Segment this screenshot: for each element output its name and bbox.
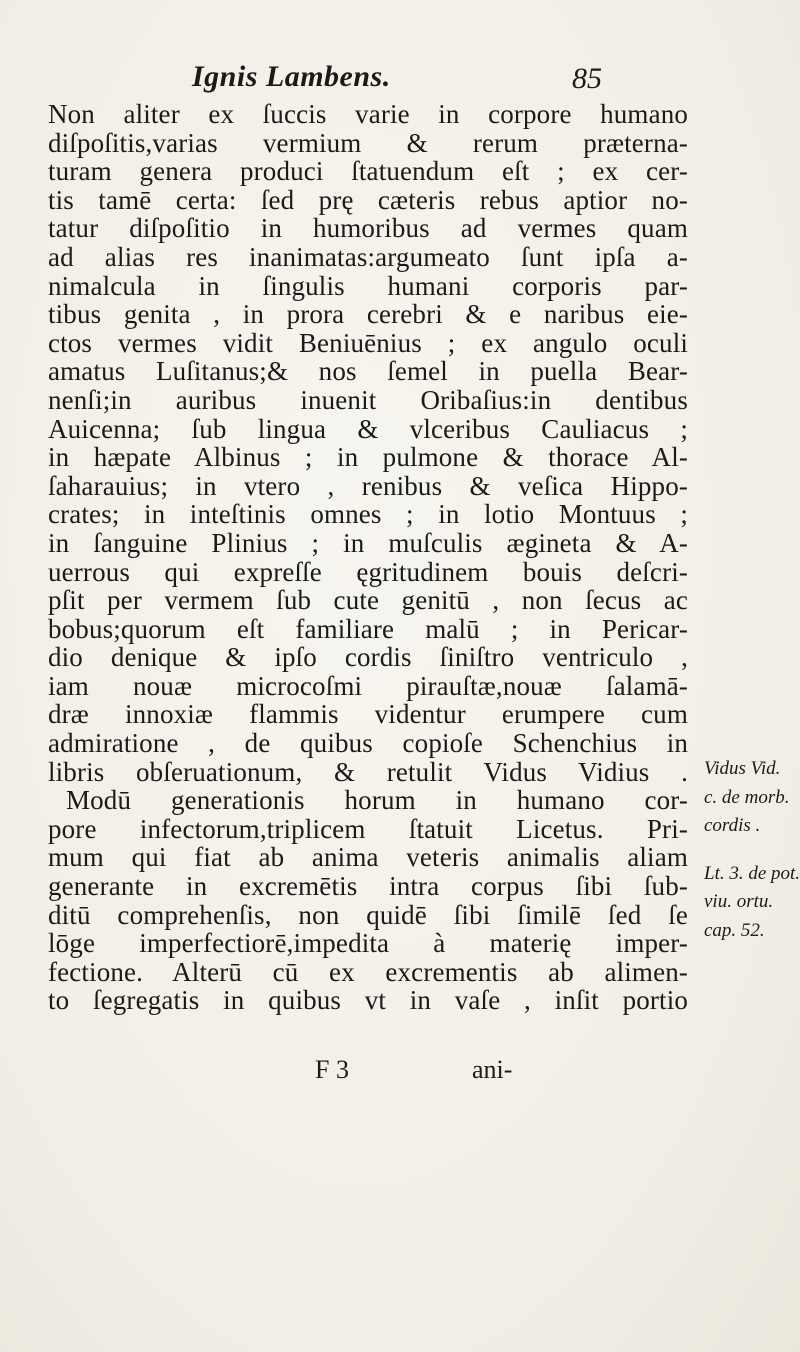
text-line: diſpoſitis,varias vermium & rerum præterna- bbox=[48, 127, 688, 158]
margin-notes bbox=[704, 755, 800, 946]
margin-note-line: viu. ortu. bbox=[704, 891, 774, 913]
text-line: nimalcula in ſingulis humani corporis par- bbox=[48, 270, 688, 301]
text-line: dio denique & ipſo cordis ſiniſtro ventriculo , bbox=[48, 642, 688, 673]
text-line: tatur diſpoſitio in humoribus ad vermes quam bbox=[48, 213, 688, 244]
text-line: iam nouæ microcoſmi pirauſtæ,nouæ ſalamā- bbox=[48, 670, 688, 701]
text-line: pore infectorum,triplicem ſtatuit Licetus. Pri- bbox=[48, 813, 688, 844]
text-line: admiratione , de quibus copioſe Schenchius in bbox=[48, 728, 688, 759]
paragraph-start-line: Modū generationis horum in humano cor- bbox=[66, 785, 688, 816]
running-title: Ignis Lambens. bbox=[192, 60, 391, 93]
text-line: ctos vermes vidit Beniuēnius ; ex angulo oculi bbox=[48, 327, 688, 358]
catchword: ani- bbox=[472, 1055, 513, 1084]
text-line: bobus;quorum eſt familiare malū ; in Pericar- bbox=[48, 613, 688, 644]
margin-note-line: Lt. 3. de pot. bbox=[704, 862, 800, 884]
body-text bbox=[48, 100, 688, 1015]
text-line: crates; in inteſtinis omnes ; in lotio Montuus ; bbox=[48, 499, 688, 530]
text-line: turam genera produci ſtatuendum eſt ; ex cer- bbox=[48, 156, 688, 187]
margin-note-line: cap. 52. bbox=[704, 919, 765, 941]
text-line: tibus genita , in prora cerebri & e naribus eie- bbox=[48, 299, 688, 330]
text-line: ditū comprehenſis, non quidē ſibi ſimilē ſed ſe bbox=[48, 899, 688, 930]
text-line: generante in excremētis intra corpus ſibi ſub- bbox=[48, 871, 688, 902]
text-line: libris obſeruationum, & retulit Vidus Vidius . bbox=[48, 756, 688, 787]
signature-mark: F 3 bbox=[315, 1055, 349, 1084]
text-line: to ſegregatis in quibus vt in vaſe , inſit portio bbox=[48, 985, 688, 1016]
text-line: Non aliter ex ſuccis varie in corpore humano bbox=[48, 99, 688, 129]
text-line: uerrous qui expreſſe ęgritudinem bouis deſcri- bbox=[48, 556, 688, 587]
catch-line bbox=[0, 1055, 800, 1085]
margin-note-line: Vidus Vid. bbox=[704, 758, 781, 779]
text-line: amatus Luſitanus;& nos ſemel in puella Bear- bbox=[48, 356, 688, 387]
page-number: 85 bbox=[572, 62, 602, 95]
text-line: ad alias res inanimatas:argumeato ſunt ipſa a- bbox=[48, 241, 688, 272]
text-line: tis tamē certa: ſed prę cæteris rebus aptior no- bbox=[48, 184, 688, 215]
text-line: nenſi;in auribus inuenit Oribaſius:in dentibus bbox=[48, 384, 688, 415]
text-line: pſit per vermem ſub cute genitū , non ſecus ac bbox=[48, 585, 688, 616]
margin-note-line: c. de morb. bbox=[704, 786, 790, 808]
text-line: dræ innoxiæ flammis videntur erumpere cum bbox=[48, 699, 688, 730]
text-line: in hæpate Albinus ; in pulmone & thorace Al- bbox=[48, 442, 688, 473]
text-line: fectione. Alterū cū ex excrementis ab alimen- bbox=[48, 956, 688, 987]
text-line: ſaharauius; in vtero , renibus & veſica Hippo- bbox=[48, 470, 688, 501]
text-line: lōge imperfectiorē,impedita à materię imper- bbox=[48, 928, 688, 959]
text-line: in ſanguine Plinius ; in muſculis ægineta & A- bbox=[48, 527, 688, 558]
text-line: mum qui fiat ab anima veteris animalis aliam bbox=[48, 842, 688, 873]
margin-note-gap bbox=[704, 841, 800, 860]
page-header bbox=[0, 52, 800, 98]
text-line: Auicenna; ſub lingua & vlceribus Cauliacus ; bbox=[48, 413, 688, 444]
margin-note-line: cordis . bbox=[704, 815, 761, 837]
